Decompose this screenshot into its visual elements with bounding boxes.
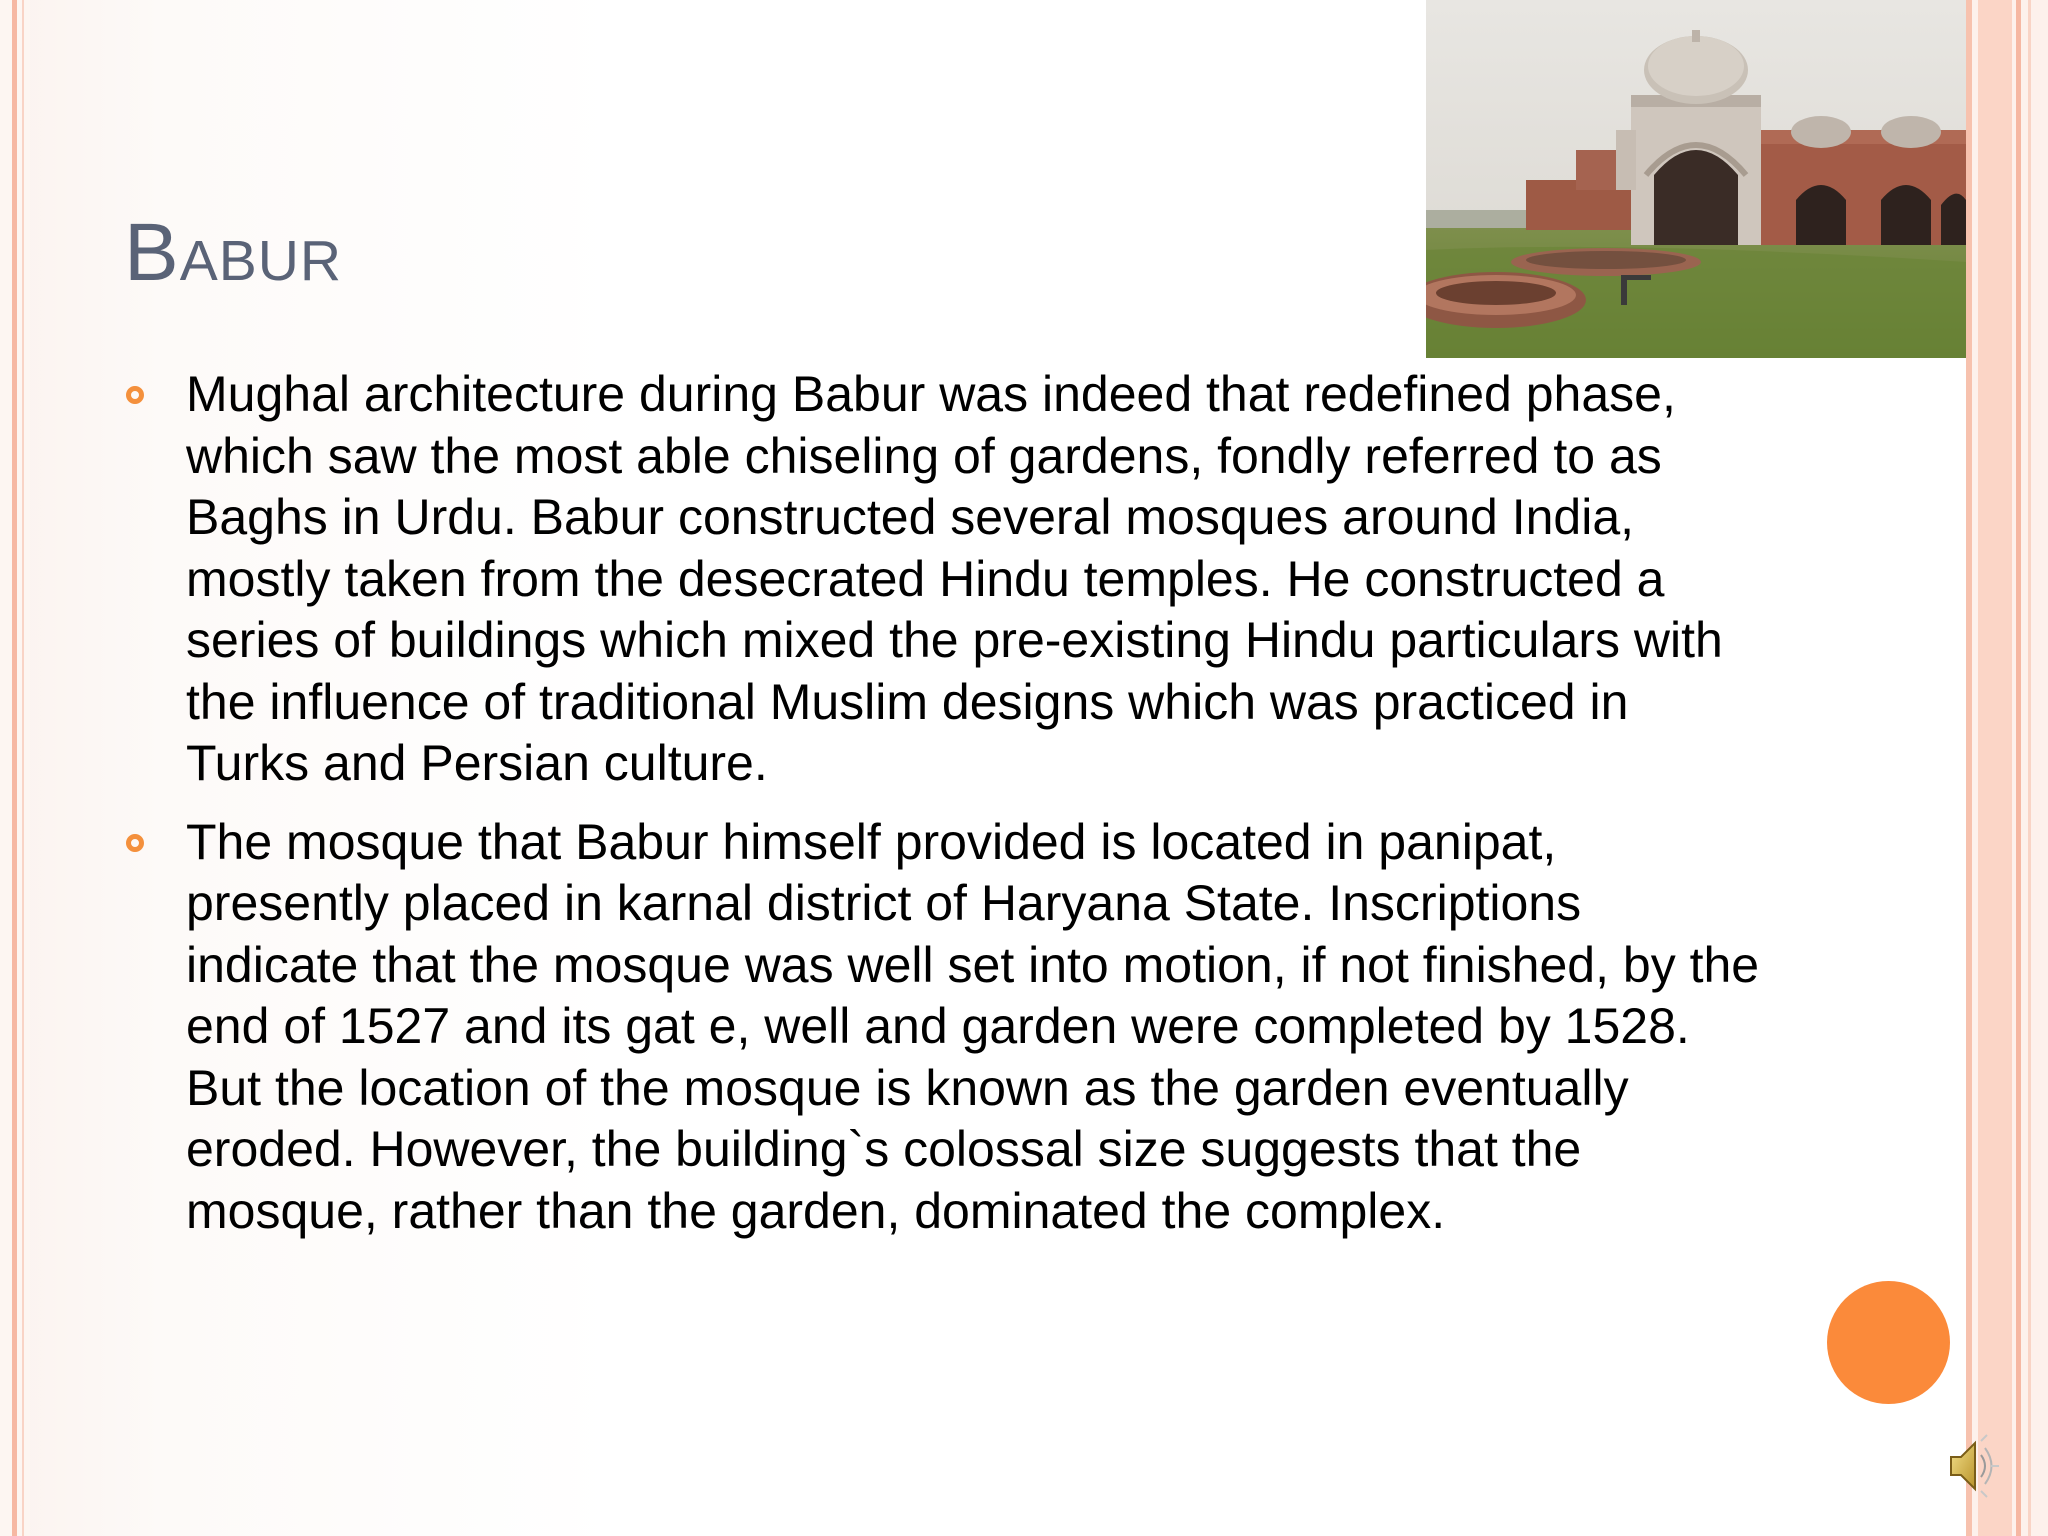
right-border-stripe (2016, 0, 2021, 1536)
right-border-stripe-wide (1978, 0, 2012, 1536)
hollow-circle-bullet-icon (126, 386, 144, 404)
speaker-icon[interactable] (1947, 1431, 2001, 1501)
hollow-circle-bullet-icon (126, 834, 144, 852)
slide-title: Babur (124, 207, 343, 298)
bullet-text: The mosque that Babur himself provided is located in panipat, presently placed in karnal district of Haryana State. Inscriptions indicate that the mosque was well set into motion, if not finished, by the end of 1527 and its gat e, well and garden were completed by 1528. But the location of the mosque is known as the garden eventually eroded. However, the building`s colossal size suggests that the mosque, rather than the garden, dominated the complex. (186, 813, 1760, 1239)
bullet-list (124, 364, 1764, 1259)
left-border-stripe-thin (22, 0, 24, 1536)
bullet-item (124, 812, 1764, 1243)
right-border-stripe-thin (2028, 0, 2031, 1536)
right-border-stripe (1966, 0, 1972, 1536)
bullet-item (124, 364, 1764, 795)
mosque-photo (1426, 0, 1966, 358)
left-border-stripe (12, 0, 17, 1536)
decorative-orange-circle (1827, 1281, 1950, 1404)
bullet-text: Mughal architecture during Babur was indeed that redefined phase, which saw the most able chiseling of gardens, fondly referred to as Baghs in Urdu. Babur constructed several mosques around India, mostly taken from the desecrated Hindu temples. He constructed a series of buildings which mixed the pre-existing Hindu particulars with the influence of traditional Muslim designs which was practiced in Turks and Persian culture. (186, 366, 1723, 791)
